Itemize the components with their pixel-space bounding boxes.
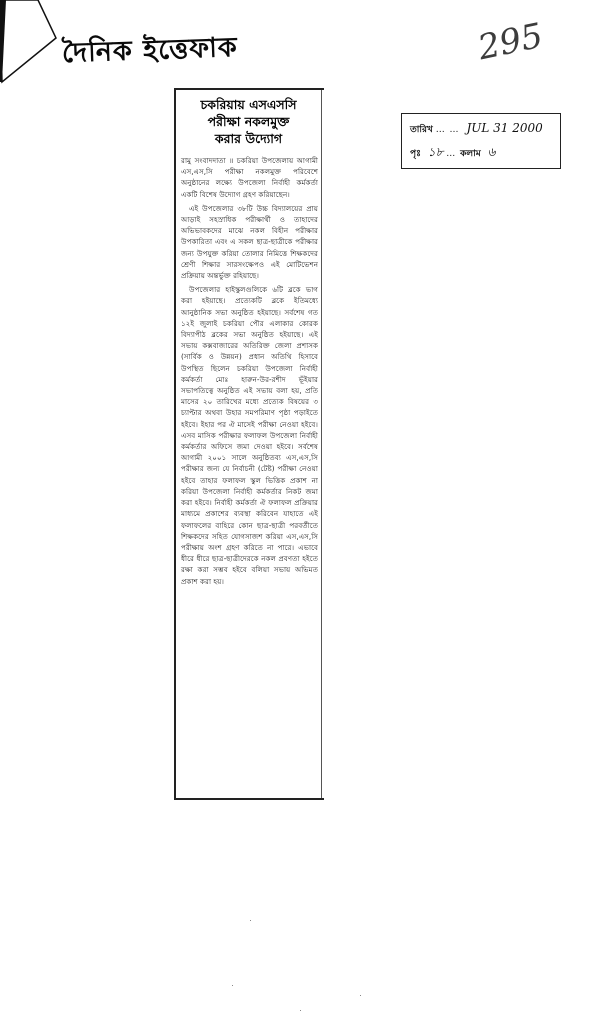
page-column-row [410,144,495,164]
headline-line: পরীক্ষা নকলমুক্ত [207,114,290,129]
column-label: কলাম [460,149,481,159]
folded-corner-mark [0,0,60,86]
dotted-leader: … [446,149,461,159]
page-value: ১৮ [427,145,444,159]
article-paragraph: উপজেলার হাইস্কুলগুলিকে ৬টি ব্লকে ভাগ করা হইয়াছে। প্রত্যেকটি ব্লকে ইতিমধ্যে আনুষ্ঠানিক সভা অনুষ্ঠিত হইয়াছে। সর্বশেষ গত ১২ই জুলাই চকরিয়া পৌর এলাকার কোরক বিদ্যাপীঠ ব্লকের সভা অনুষ্ঠিত হইয়াছে। এই সভায় কক্সবাজারের অতিরিক্ত জেলা প্রশাসক (সার্বিক ও উন্নয়ন) প্রধান অতিথি হিসাবে উপস্থিত ছিলেন চকরিয়া উপজেলা নির্বাহী কর্মকর্তা মোঃ হারুন-উর-রশীদ ভূঁইয়ার সভাপতিত্বে অনুষ্ঠিত এই সভায় বলা হয়, প্রতি মাসের ২০ তারিখের মধ্যে প্রত্যেক বিষয়ের ৩ চ্যাপ্টার অথবা উহার সমপরিমাণ পৃষ্ঠা পড়াইতে হইবে। ইহার পর ঐ মাসেই পরীক্ষা নেওয়া হইবে। এসব মাসিক পরীক্ষার ফলাফল উপজেলা নির্বাহী কর্মকর্তার অফিসে জমা দেওয়া হইবে। সর্বশেষ আগামী ২০০১ সালে অনুষ্ঠিতব্য এস,এস,সি পরীক্ষার জন্য যে নির্বাচনী (টেষ্ট) পরীক্ষা নেওয়া হইবে তাহার ফলাফল স্কুল ভিত্তিক প্রকাশ না করিয়া উপজেলা নির্বাহী কর্মকর্তার নিকট জমা করা হইবে। নির্বাহী কর্মকর্তা ঐ ফলাফল প্রক্রিয়ার মাধ্যমে প্রকাশের ব্যবস্থা করিবেন যাহাতে এই ফলাফলের বাহিরে কোন ছাত্র-ছাত্রী পরবর্তীতে শিক্ষকদের সহিত যোগসাজশ করিয়া এস,এস,সি পরীক্ষায় অংশ গ্রহণ করিতে না পারে। এভাবে ধীরে ধীরে ছাত্র-ছাত্রীদেরকে নকল প্রবণতা হইতে রক্ষা করা সম্ভব হইবে বলিয়া সভায় অভিমত প্রকাশ করা হয়। [181,285,318,586]
scan-speck [360,995,361,996]
article-paragraph: রামু সংবাদদাতা ॥ চকরিয়া উপজেলায় আগামী এস,এস,সি পরীক্ষা নকলমুক্ত পরিবেশে অনুষ্ঠানের লক্ষ্যে উপজেলা নির্বাহী কর্মকর্তা একটি বিশেষ উদ্যোগ গ্রহণ করিয়াছেন। [181,156,318,199]
clipping-bottom-rule [176,798,324,800]
headline-line: চকরিয়ায় এসএসসি [200,97,297,112]
date-value: JUL 31 2000 [466,121,543,135]
scan-speck [232,985,233,986]
headline-line: করার উদ্যোগ [214,131,283,146]
handwritten-page-number: 295 [474,15,547,69]
article-paragraph: এই উপজেলার ৩৮টি উচ্চ বিদ্যালয়ের প্রায় আড়াই সহস্রাধিক পরীক্ষার্থী ও তাহাদের অভিভাবকদের মাঝে নকল বিহীন পরীক্ষার উপকারিতা এবং এ সকল ছাত্র-ছাত্রীকে পরীক্ষার জন্য উপযুক্ত করিয়া তোলার নিমিত্তে শিক্ষকদের শ্রেণী শিক্ষার সারসংক্ষেপও এই মোটিভেশন প্রক্রিয়ায় অন্তর্ভুক্ত রহিয়াছে। [181,203,318,281]
column-value: ৬ [487,145,496,159]
article-body [181,155,318,587]
dotted-leader: … … [435,125,460,135]
newspaper-name: দৈনিক ইত্তেফাক [61,31,239,70]
page-label: পৃঃ [410,149,421,159]
clipping-top-rule [176,88,324,94]
date-label: তারিখ [410,125,433,135]
scan-speck [300,1010,301,1011]
newspaper-clipping [174,88,322,800]
date-slip [401,113,561,169]
date-row [410,121,543,137]
article-headline [180,96,317,147]
scan-speck [250,920,251,921]
